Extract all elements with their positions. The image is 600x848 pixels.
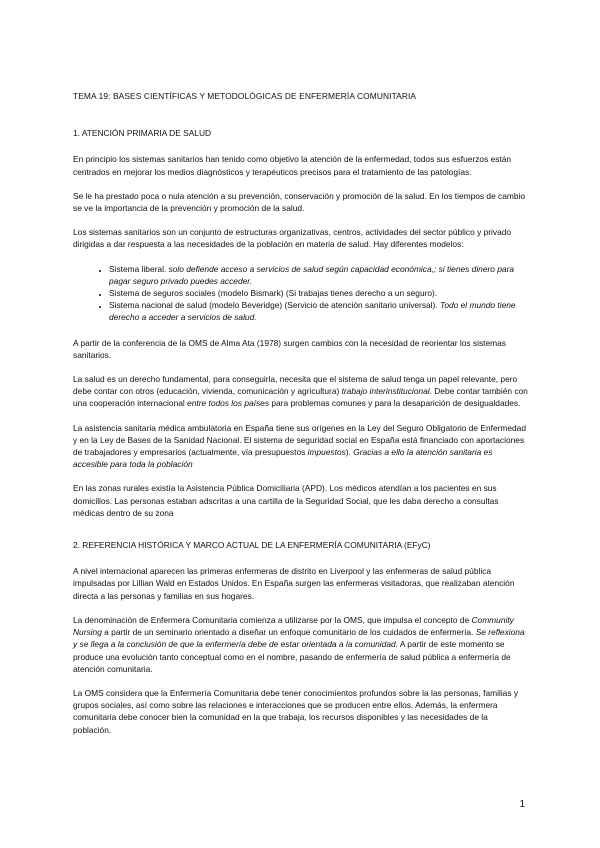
paragraph: La salud es un derecho fundamental, para conseguirla, necesita que el sistema de salud tenga un papel relevante, pero debe contar con otros (educación, vivienda, comunicación y agricultura) trabajo interinstitucional. Debe contar también con una cooperación internacional entre todos los países para problemas comunes y para la desaparición de desigualdades. [73,374,528,409]
paragraph: La asistencia sanitaria médica ambulatoria en España tiene sus orígenes en la Ley del Seguro Obligatorio de Enfermedad y en la Ley de Bases de la Sanidad Nacional. El sistema de seguridad social en España está financiado con aportaciones de trabajadores y empresarios (actualmente, vía presupuestos impuestos). Gracias a ello la atención sanitaria es accesible para toda la población [73,422,526,470]
page-number: 1 [519,799,525,810]
document-title: TEMA 19: BASES CIENTÍFICAS Y METODOLÓGICAS DE ENFERMERÍA COMUNITARIA [73,91,417,101]
paragraph: En principio los sistemas sanitarios han tenido como objetivo la atención de la enfermedad, todos sus esfuerzos están centrados en mejorar los medios diagnósticos y terapéuticos precisos para el tratamiento de las patologías. [73,154,512,177]
paragraph: En las zonas rurales existía la Asistencia Pública Domiciliaria (APD). Los médicos atendían a los pacientes en sus domicilios. Las personas estaban adscritas a una cartilla de la Seguridad Social, que les daba derecho a consultas médicas dentro de su zona [73,483,499,518]
list-item-bismark: • Sistema de seguros sociales (modelo Bismark) (Si trabajas tienes derecho a un seguro). [109,287,528,299]
models-list [73,263,528,324]
paragraph: A nivel internacional aparecen las primeras enfermeras de distrito en Liverpool y las enfermeras de salud pública impulsadas por Lillian Wald en Estados Unidos. En España surgen las enfermeras visitadoras, que realizaban atención directa a las personas y familias en sus hogares. [73,566,515,601]
list-item-liberal: • Sistema liberal. solo defiende acceso a servicios de salud según capacidad económica,; si tienes dinero para pagar seguro privado puedes acceder. [109,263,528,287]
page-content [73,90,528,748]
paragraph: Se le ha prestado poca o nula atención a su prevención, conservación y promoción de la salud. En los tiempos de cambio se ve la importancia de la prevención y promoción de la salud. [73,190,526,214]
paragraph: A partir de la conferencia de la OMS de Alma Ata (1978) surgen cambios con la necesidad de reorientar los sistemas sanitarios. [73,337,506,360]
paragraph: Los sistemas sanitarios son un conjunto de estructuras organizativas, centros, actividades del sector público y privado dirigidas a dar respuesta a las necesidades de la población en materia de salud. Hay diferentes modelos: [73,227,512,250]
paragraph: La denominación de Enfermera Comunitaria comienza a utilizarse por la OMS, que impulsa el concepto de Community Nursing a partir de un seminario orientado a diseñar un enfoque comunitario de los cuidados de enfermería. Se reflexiona y se llega a la conclusión de que la enfermería debe de estar orientada a la comunidad. A partir de este momento se produce una evolución tanto conceptual como en el nombre, pasando de enfermería de salud pública a enfermería de atención comunitaria. [73,614,525,674]
paragraph: La OMS considera que la Enfermería Comunitaria debe tener conocimientos profundos sobre la las personas, familias y grupos sociales, así como sobre las relaciones e interacciones que se producen entre ellos. Además, la enfermera comunitaria debe conocer bien la comunidad en la que trabaja, los recursos disponibles y las necesidades de la población. [73,687,519,735]
section-2-heading: 2. REFERENCIA HISTÓRICA Y MARCO ACTUAL DE LA ENFERMERÍA COMUNITARIA (EFyC) [73,540,431,551]
section-1-heading: 1. ATENCIÓN PRIMARIA DE SALUD [73,128,212,139]
list-item-beveridge: • Sistema nacional de salud (modelo Beveridge) (Servicio de atención sanitario universal). Todo el mundo tiene derecho a acceder a servicios de salud. [109,299,528,323]
